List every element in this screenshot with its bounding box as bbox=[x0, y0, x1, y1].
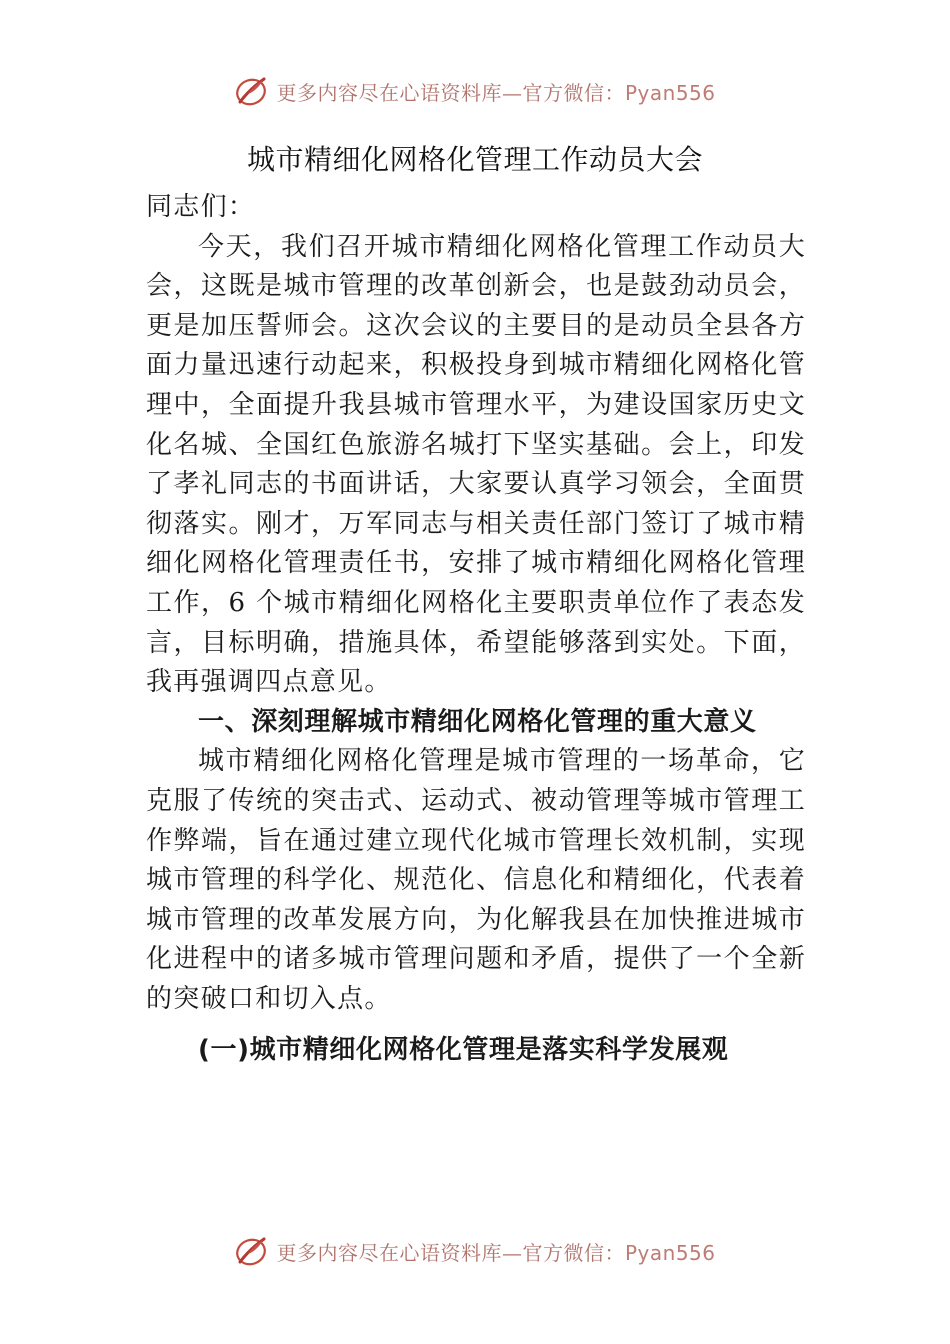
header-watermark bbox=[0, 74, 950, 108]
section-heading: 一、深刻理解城市精细化网格化管理的重大意义 bbox=[198, 706, 757, 737]
feather-logo-icon bbox=[234, 1234, 268, 1268]
feather-logo-icon bbox=[234, 74, 268, 108]
watermark-text: 更多内容尽在心语资料库—官方微信：Pyan556 bbox=[276, 1240, 716, 1265]
salutation: 同志们： bbox=[146, 192, 256, 222]
subheading: (一)城市精细化网格化管理是落实科学发展观 bbox=[198, 1035, 729, 1066]
watermark-wechat-id: Pyan556 bbox=[624, 80, 716, 105]
section-paragraph: 城市精细化网格化管理是城市管理的一场革命，它克服了传统的突击式、运动式、被动管理等城市管理工作弊端，旨在通过建立现代化城市管理长效机制，实现城市管理的科学化、规范化、信息化和精细化，代表着城市管理的改革发展方向，为化解我县在加快推进城市化进程中的诸多城市管理问题和矛盾，提供了一个全新的突破口和切入点。 bbox=[146, 746, 806, 1014]
watermark-wechat-id: Pyan556 bbox=[624, 1240, 716, 1265]
document-title: 城市精细化网格化管理工作动员大会 bbox=[246, 143, 703, 176]
opening-paragraph: 今天，我们召开城市精细化网格化管理工作动员大会，这既是城市管理的改革创新会，也是鼓劲动员会，更是加压誓师会。这次会议的主要目的是动员全县各方面力量迅速行动起来，积极投身到城市精细化网格化管理中，全面提升我县城市管理水平，为建设国家历史文化名城、全国红色旅游名城打下坚实基础。会上，印发了孝礼同志的书面讲话，大家要认真学习领会，全面贯彻落实。刚才，万军同志与相关责任部门签订了城市精细化网格化管理责任书，安排了城市精细化网格化管理工作，6 个城市精细化网格化主要职责单位作了表态发言，目标明确，措施具体，希望能够落到实处。下面，我再强调四点意见。 bbox=[146, 231, 806, 698]
watermark-text: 更多内容尽在心语资料库—官方微信：Pyan556 bbox=[276, 80, 716, 105]
document-body bbox=[146, 188, 806, 1071]
footer-watermark bbox=[0, 1234, 950, 1268]
